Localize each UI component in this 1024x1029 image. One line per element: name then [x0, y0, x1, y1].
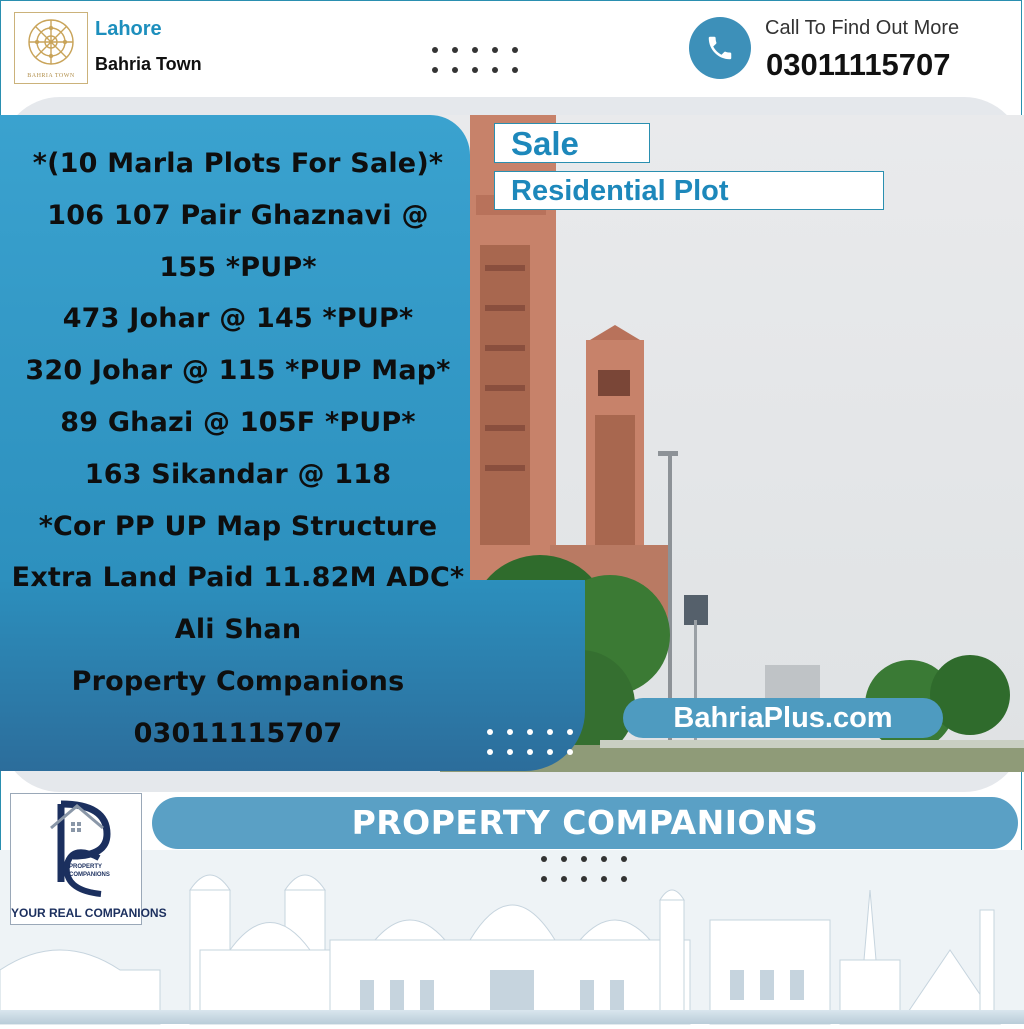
company-banner: PROPERTY COMPANIONS [152, 797, 1018, 849]
listing-line: *Cor PP UP Map Structure [38, 510, 438, 542]
listing-line: 89 Ghazi @ 105F *PUP* [60, 406, 416, 438]
call-number[interactable]: 03011115707 [766, 47, 951, 82]
decorative-dots-panel [487, 729, 573, 755]
property-type-tag: Residential Plot [494, 171, 884, 210]
city-label: Lahore [95, 18, 162, 40]
listing-line: Property Companions [71, 665, 405, 697]
call-label: Call To Find Out More [765, 17, 960, 39]
brand-tagline: YOUR REAL COMPANIONS [11, 906, 167, 920]
decorative-dots-footer [541, 856, 627, 882]
website-link[interactable]: BahriaPlus.com [623, 698, 943, 738]
listing-line: 106 107 Pair Ghaznavi @ [47, 199, 429, 231]
logo-caption: BAHRIA TOWN [27, 73, 75, 79]
listing-line: 155 *PUP* [159, 251, 317, 283]
listing-line: 03011115707 [133, 717, 343, 749]
brand-word-2: COMPANIONS [69, 872, 110, 878]
bahria-town-logo [14, 12, 88, 84]
phone-icon[interactable] [689, 17, 751, 79]
listing-line: 320 Johar @ 115 *PUP Map* [25, 355, 451, 387]
listing-line: 163 Sikandar @ 118 [84, 458, 392, 490]
city-skyline-illustration [0, 850, 1024, 1024]
purpose-tag: Sale [494, 123, 650, 163]
listing-line: Ali Shan [174, 614, 302, 646]
listing-details [0, 138, 476, 760]
brand-word-1: PROPERTY [69, 864, 103, 870]
property-companions-logo [10, 793, 167, 925]
listing-line: *(10 Marla Plots For Sale)* [32, 148, 444, 179]
decorative-dots-top [432, 47, 518, 73]
listing-line: Extra Land Paid 11.82M ADC* [11, 562, 465, 594]
area-label: Bahria Town [95, 54, 202, 74]
listing-line: 473 Johar @ 145 *PUP* [62, 303, 414, 335]
